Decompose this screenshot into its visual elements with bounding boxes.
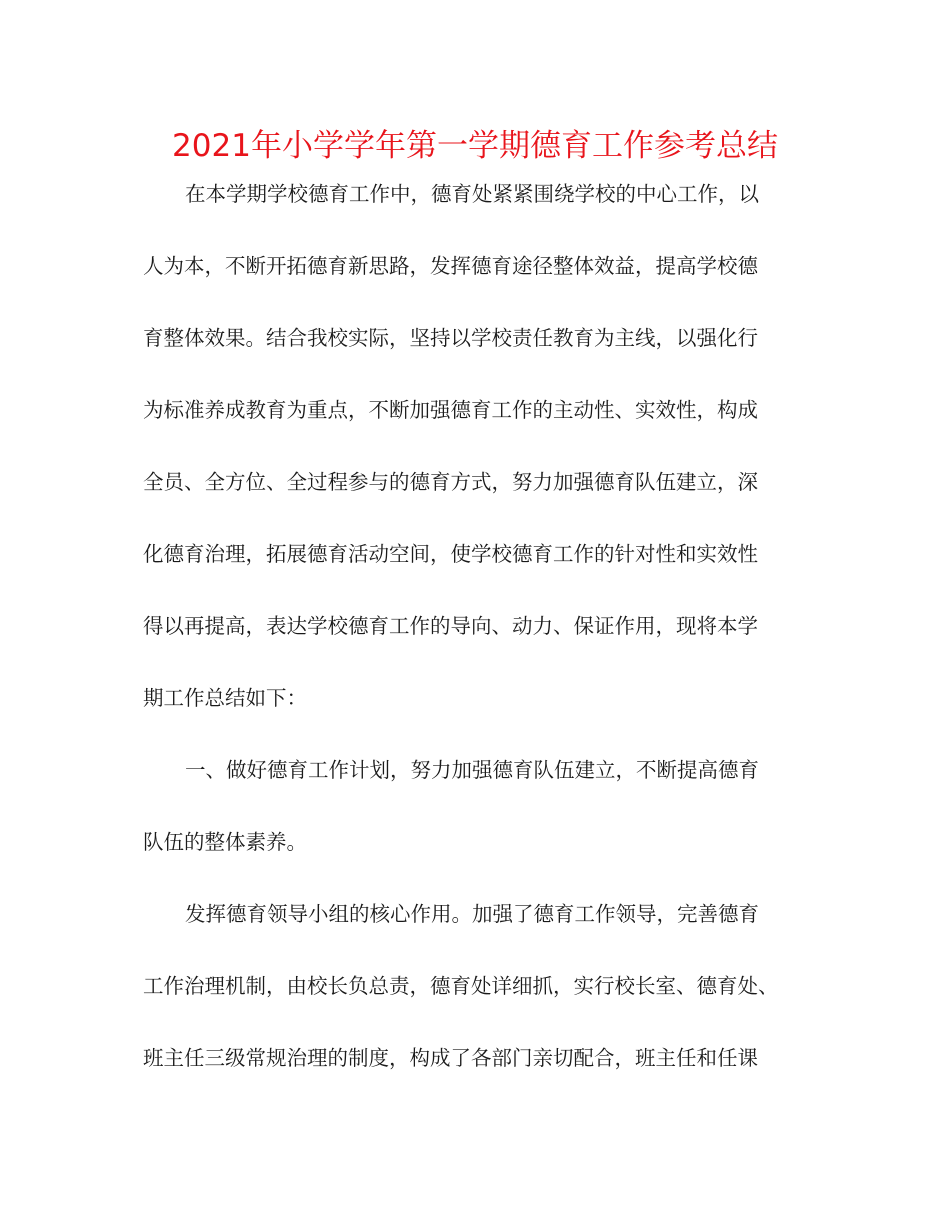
paragraph-line: 全员、全方位、全过程参与的德育方式，努力加强德育队伍建立，深 — [143, 470, 758, 494]
paragraph-line: 得以再提高，表达学校德育工作的导向、动力、保证作用，现将本学 — [143, 614, 758, 638]
paragraph-line: 在本学期学校德育工作中，德育处紧紧围绕学校的中心工作，以 — [185, 182, 759, 206]
paragraph-line: 一、做好德育工作计划，努力加强德育队伍建立，不断提高德育 — [185, 758, 759, 782]
paragraph-line: 化德育治理，拓展德育活动空间，使学校德育工作的针对性和实效性 — [143, 542, 758, 566]
document-title: 2021年小学学年第一学期德育工作参考总结 — [172, 128, 778, 164]
paragraph-line: 人为本，不断开拓德育新思路，发挥德育途径整体效益，提高学校德 — [143, 254, 758, 278]
paragraph-line: 工作治理机制，由校长负总责，德育处详细抓，实行校长室、德育处、 — [143, 974, 779, 998]
paragraph-line: 育整体效果。结合我校实际，坚持以学校责任教育为主线，以强化行 — [143, 326, 758, 350]
paragraph-line: 班主任三级常规治理的制度，构成了各部门亲切配合，班主任和任课 — [143, 1046, 758, 1070]
paragraph-line: 期工作总结如下： — [143, 686, 307, 710]
paragraph-line: 为标准养成教育为重点，不断加强德育工作的主动性、实效性，构成 — [143, 398, 758, 422]
paragraph-line: 发挥德育领导小组的核心作用。加强了德育工作领导，完善德育 — [185, 902, 759, 926]
paragraph-line: 队伍的整体素养。 — [143, 830, 307, 854]
